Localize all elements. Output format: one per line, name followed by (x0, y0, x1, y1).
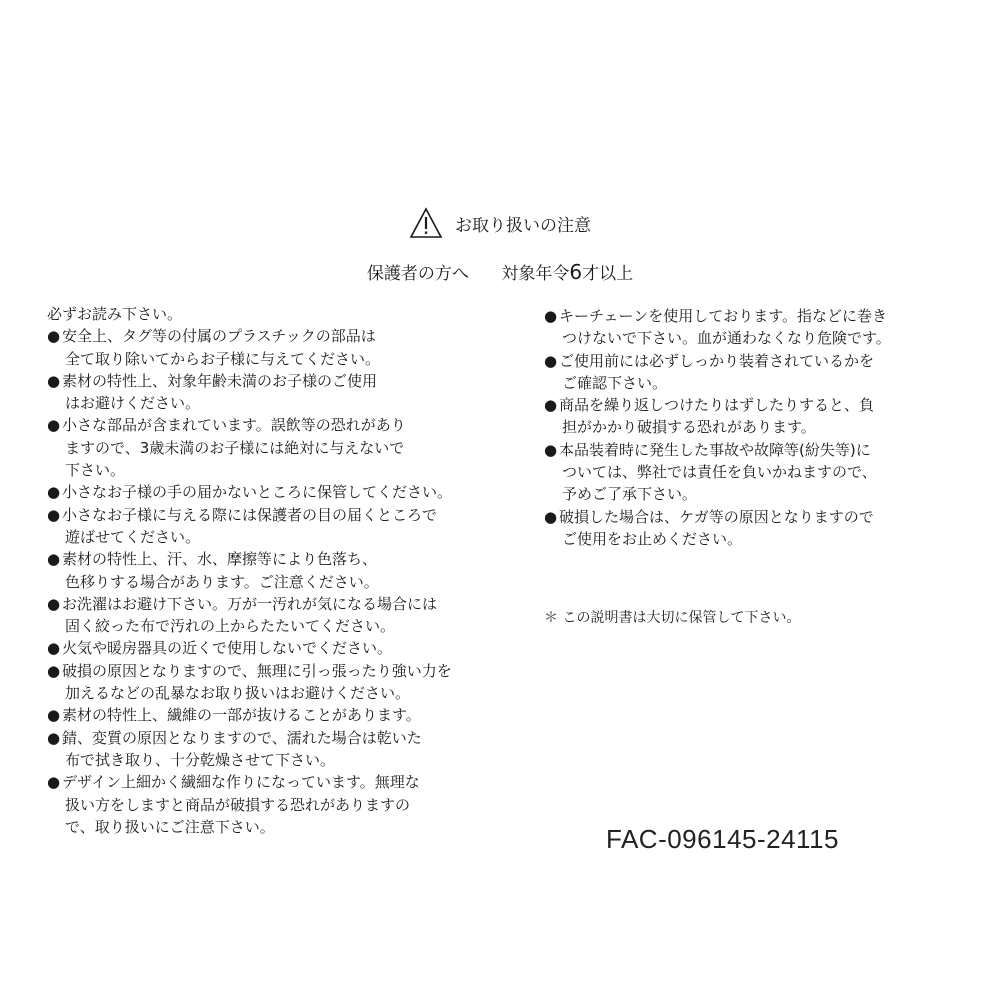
caution-line: 布で拭き取り、十分乾燥させて下さい。 (65, 750, 336, 769)
caution-item (544, 394, 964, 439)
caution-line: 色移りする場合があります。ご注意ください。 (65, 572, 379, 591)
right-caution-column (544, 305, 964, 550)
caution-item (47, 548, 487, 593)
caution-line: ● 素材の特性上、繊維の一部が抜けることがあります。 (47, 704, 487, 726)
keep-manual-note: ＊ この説明書は大切に保管して下さい。 (544, 610, 801, 626)
bullet-icon: ● (544, 440, 558, 459)
warning-triangle-icon (409, 207, 443, 239)
bullet-icon: ● (47, 594, 61, 613)
notice-title: お取り扱いの注意 (455, 215, 591, 236)
caution-line: ● 火気や暖房器具の近くで使用しないでください。 (47, 637, 487, 659)
caution-item (47, 660, 487, 705)
caution-line: ● 小さなお子様の手の届かないところに保管してください。 (47, 481, 487, 503)
guardian-label: 保護者の方へ (366, 264, 469, 284)
caution-item (544, 305, 964, 350)
caution-line: ● 小さなお子様に与える際には保護者の目の届くところで (47, 504, 487, 526)
caution-item (544, 439, 964, 506)
caution-item (544, 506, 964, 551)
left-caution-list (47, 325, 487, 838)
caution-line: ご確認下さい。 (562, 373, 668, 392)
bullet-icon: ● (47, 773, 61, 792)
caution-item (47, 704, 487, 726)
caution-line: 下さい。 (65, 461, 126, 480)
target-age-value: 6 (569, 260, 583, 284)
bullet-icon: ● (544, 307, 558, 325)
bullet-icon: ● (47, 639, 61, 658)
bullet-icon: ● (47, 550, 61, 569)
caution-line: で、取り扱いにご注意下さい。 (65, 817, 275, 836)
caution-item (544, 350, 964, 395)
left-caution-column (47, 303, 487, 838)
caution-item (47, 637, 487, 659)
caution-line: 全て取り除いてからお子様に与えてください。 (65, 349, 381, 368)
bullet-icon: ● (544, 507, 558, 526)
bullet-icon: ● (47, 416, 61, 435)
caution-item (47, 414, 487, 481)
caution-line: ● 破損の原因となりますので、無理に引っ張ったり強い力を (47, 660, 487, 682)
caution-item (47, 325, 487, 370)
caution-line: 固く絞った布で汚れの上からたたいてください。 (65, 617, 396, 636)
caution-line: 遊ばせてください。 (65, 527, 201, 546)
bullet-icon: ● (47, 728, 61, 747)
caution-line: 扱い方をしますと商品が破損する恐れがありますの (65, 795, 411, 814)
caution-line: ● 本品装着時に発生した事故や故障等(紛失等)に (544, 439, 964, 461)
bullet-icon: ● (47, 371, 61, 390)
caution-line: ● お洗濯はお避け下さい。万が一汚れが気になる場合には (47, 593, 487, 615)
caution-line: ついては、弊社では責任を負いかねますので、 (562, 463, 877, 482)
caution-line: ● 小さな部品が含まれています。誤飲等の恐れがあり (47, 414, 487, 436)
caution-line: ご使用をお止めください。 (562, 529, 743, 548)
intro-text: 必ずお読み下さい。 (47, 305, 183, 323)
bullet-icon: ● (47, 661, 61, 680)
caution-line: 担がかかり破損する恐れがあります。 (562, 418, 816, 437)
bullet-icon: ● (47, 706, 61, 725)
caution-item (47, 771, 487, 838)
caution-item (47, 504, 487, 549)
bullet-icon: ● (544, 351, 558, 370)
caution-line: ● 錆、変質の原因となりますので、濡れた場合は乾いた (47, 727, 487, 749)
caution-line: ● 商品を繰り返しつけたりはずしたりすると、負 (544, 394, 964, 416)
caution-line: ● 素材の特性上、対象年齢未満のお子様のご使用 (47, 370, 487, 392)
caution-line: ● デザイン上細かく繊細な作りになっています。無理な (47, 771, 487, 793)
bullet-icon: ● (47, 483, 61, 502)
target-age-label: 対象年令6才以上 (501, 260, 634, 284)
caution-line: ● 破損した場合は、ケガ等の原因となりますので (544, 506, 964, 528)
caution-line: ますので、3歳未満のお子様には絶対に与えないで (65, 438, 405, 457)
product-code: FAC-096145-24115 (606, 824, 840, 854)
caution-line: ● キーチェーンを使用しております。指などに巻き (544, 305, 964, 327)
caution-line: ● ご使用前には必ずしっかり装着されているかを (544, 350, 964, 372)
right-caution-list (544, 305, 964, 550)
caution-item (47, 727, 487, 772)
bullet-icon: ● (544, 396, 558, 415)
caution-item (47, 593, 487, 638)
caution-line: 加えるなどの乱暴なお取り扱いはお避けください。 (65, 684, 411, 703)
caution-line: つけないで下さい。血が通わなくなり危険です。 (562, 329, 891, 348)
caution-item (47, 481, 487, 503)
bullet-icon: ● (47, 505, 61, 524)
caution-line: ● 素材の特性上、汗、水、摩擦等により色落ち、 (47, 548, 487, 570)
caution-line: はお避けください。 (65, 394, 201, 413)
caution-line: 予めご了承下さい。 (562, 485, 698, 504)
caution-item (47, 370, 487, 415)
notice-subtitle (0, 259, 1000, 284)
notice-title-row (0, 203, 1000, 243)
caution-line: ● 安全上、タグ等の付属のプラスチックの部品は (47, 325, 487, 347)
bullet-icon: ● (47, 327, 61, 346)
